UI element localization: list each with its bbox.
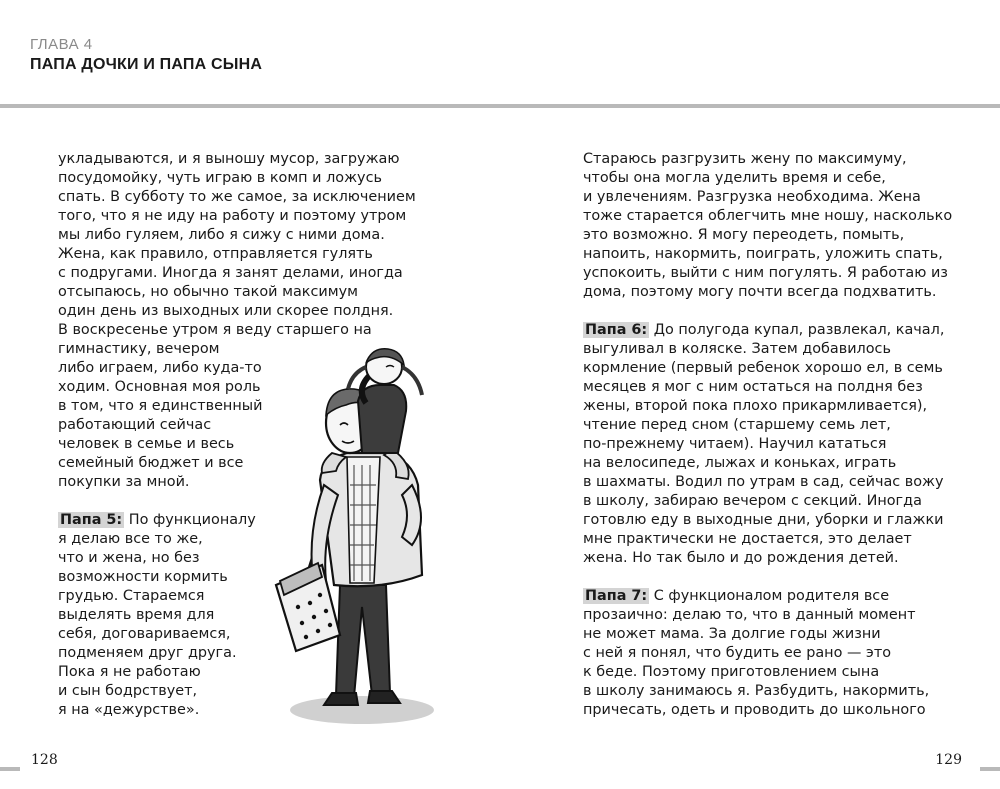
- text-line: ходим. Основная моя роль: [58, 379, 261, 395]
- text-line: в школу, забираю вечером с секций. Иногда: [583, 493, 922, 509]
- text-line: себя, договариваемся,: [58, 626, 231, 642]
- text-line: не может мама. За долгие годы жизни: [583, 626, 881, 642]
- text-line: жены, второй пока плохо прикармливается),: [583, 398, 928, 414]
- shoe-left: [324, 693, 358, 705]
- papa7-first-line: [583, 587, 943, 606]
- text-line: Стараюсь разгрузить жену по максимуму,: [583, 151, 907, 167]
- text-line: я на «дежурстве».: [58, 702, 200, 718]
- text-line: того, что я не иду на работу и поэтому утром: [58, 208, 407, 224]
- text-line: работающий сейчас: [58, 417, 212, 433]
- text-line: по-прежнему читаем). Научил кататься: [583, 436, 887, 452]
- text-line: причесать, одеть и проводить до школьного: [583, 702, 926, 718]
- text-line: мы либо гуляем, либо я сижу с ними дома.: [58, 227, 385, 243]
- text-line: чтение перед сном (старшему семь лет,: [583, 417, 891, 433]
- text-line: к беде. Поэтому приготовлением сына: [583, 664, 880, 680]
- footer-rule-left: [0, 767, 20, 771]
- text-line: В воскресенье утром я веду старшего на: [58, 322, 372, 338]
- text-line: успокоить, выйти с ним погулять. Я работаю из: [583, 265, 948, 281]
- right-page-text: [583, 150, 953, 720]
- text-line: один день из выходных или скорее полдня.: [58, 303, 394, 319]
- papa6-label: Папа 6:: [585, 322, 648, 338]
- text-line: готовлю еду в выходные дни, уборки и глажки: [583, 512, 944, 528]
- text-line: посудомойку, чуть играю в комп и ложусь: [58, 170, 382, 186]
- text-line: что и жена, но без: [58, 550, 200, 566]
- header-divider: [0, 104, 1000, 108]
- text-line: выгуливал в коляске. Затем добавилось: [583, 341, 891, 357]
- father-shirt: [347, 457, 380, 583]
- text-line: гимнастику, вечером: [58, 341, 220, 357]
- text-line: жена. Но так было и до рождения детей.: [583, 550, 899, 566]
- text-line: подменяем друг друга.: [58, 645, 237, 661]
- text-line: покупки за мной.: [58, 474, 190, 490]
- text-line: кормление (первый ребенок хорошо ел, в семь: [583, 360, 943, 376]
- papa6-first-text: До полугода купал, развлекал, качал,: [649, 322, 945, 338]
- text-line: отсыпаюсь, но обычно такой максимум: [58, 284, 358, 300]
- paragraph-gap: [583, 302, 943, 321]
- text-line: я делаю все то же,: [58, 531, 203, 547]
- text-line: Жена, как правило, отправляется гулять: [58, 246, 373, 262]
- text-line: в школу занимаюсь я. Разбудить, накормить,: [583, 683, 930, 699]
- text-line: в том, что я единственный: [58, 398, 263, 414]
- page-number-right: 129: [935, 752, 962, 768]
- papa6-first-line: [583, 321, 943, 340]
- papa5-first-text: По функционалу: [124, 512, 256, 528]
- text-line: напоить, накормить, поиграть, уложить спать,: [583, 246, 943, 262]
- text-line: чтобы она могла уделить время и себе,: [583, 170, 886, 186]
- papa5-label: Папа 5:: [60, 512, 123, 528]
- text-line: семейный бюджет и все: [58, 455, 244, 471]
- paragraph-gap: [583, 568, 943, 587]
- shoe-right: [368, 691, 400, 703]
- text-line: и увлечениям. Разгрузка необходима. Жена: [583, 189, 921, 205]
- text-line: это возможно. Я могу переодеть, помыть,: [583, 227, 905, 243]
- text-line: прозаично: делаю то, что в данный момент: [583, 607, 916, 623]
- daughter-braid-right: [402, 367, 422, 395]
- text-line: возможности кормить: [58, 569, 228, 585]
- text-line: и сын бодрствует,: [58, 683, 198, 699]
- text-line: укладываются, и я выношу мусор, загружаю: [58, 151, 400, 167]
- text-line: Пока я не работаю: [58, 664, 201, 680]
- text-line: дома, поэтому могу почти всегда подхватить.: [583, 284, 937, 300]
- text-line: выделять время для: [58, 607, 215, 623]
- text-line: либо играем, либо куда-то: [58, 360, 262, 376]
- text-line: грудью. Стараемся: [58, 588, 205, 604]
- text-line: с подругами. Иногда я занят делами, иногда: [58, 265, 403, 281]
- text-line: месяцев я мог с ним остаться на полдня без: [583, 379, 923, 395]
- chapter-title: ПАПА ДОЧКИ И ПАПА СЫНА: [30, 56, 263, 73]
- page-number-left: 128: [31, 752, 58, 768]
- ground-shadow: [290, 696, 434, 724]
- text-line: в шахматы. Водил по утрам в сад, сейчас вожу: [583, 474, 944, 490]
- chapter-label: ГЛАВА 4: [30, 36, 93, 53]
- papa7-label: Папа 7:: [585, 588, 648, 604]
- father-legs: [336, 585, 390, 697]
- father-daughter-illustration: [262, 345, 462, 730]
- text-line: с ней я понял, что будить ее рано — это: [583, 645, 892, 661]
- footer-rule-right: [980, 767, 1000, 771]
- text-line: тоже старается облегчить мне ношу, насколько: [583, 208, 953, 224]
- text-line: на велосипеде, лыжах и коньках, играть: [583, 455, 897, 471]
- text-line: мне практически не достается, это делает: [583, 531, 912, 547]
- text-line: спать. В субботу то же самое, за исключением: [58, 189, 416, 205]
- papa7-first-text: С функционалом родителя все: [649, 588, 890, 604]
- text-line: человек в семье и весь: [58, 436, 235, 452]
